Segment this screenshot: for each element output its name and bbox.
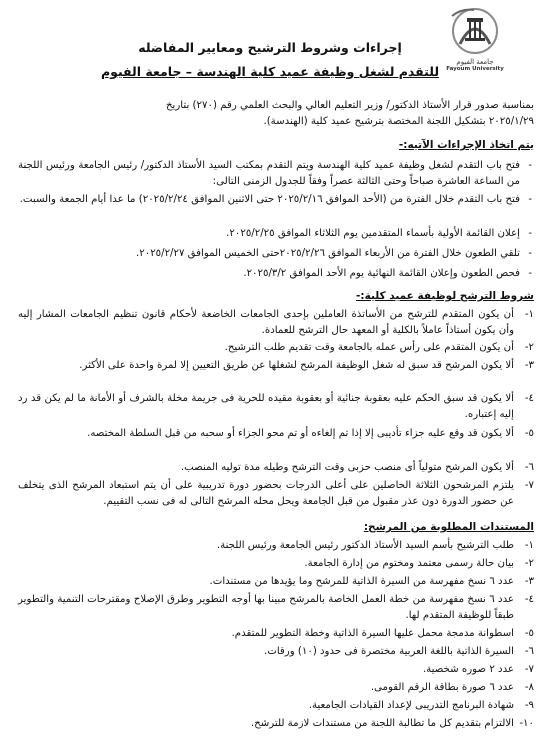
document-text: عدد ٦ نسخ مفهرسة من خطة العمل الخاصة بالمرشح مبينا بها أوجه التطوير وطرق الإصلاح ومقترحات التنمية والتطوير طبقاً للوظيفة المتقدم لها. xyxy=(18,594,515,621)
condition-text: ألا يكون المرشح متولياً أى منصب حزبى وقت الترشح وطيله مدة توليه المنصب. xyxy=(180,462,514,473)
condition-item xyxy=(18,426,534,442)
item-number: ٣- xyxy=(524,576,534,587)
item-number: ٨- xyxy=(524,682,534,693)
procedure-item xyxy=(18,192,534,208)
page-title: إجراءات وشروط الترشيح ومعايير المفاضله xyxy=(138,40,402,55)
procedure-text: فتح باب التقدم لشغل وظيفة عميد كلية الهندسة ويتم التقدم بمكتب السيد الأستاذ الدكتور/ رئيس الجامعة ورئيس اللجنة من الساعة العاشرة صباحاً وحتى الثالثة عصراً وفقاً للجدول الزمنى التالى: xyxy=(18,160,520,187)
document-item xyxy=(18,662,534,678)
condition-item xyxy=(18,307,534,338)
condition-item xyxy=(18,391,534,422)
condition-text: يلتزم المرشحون الثلاثة الحاصلين على أعلى الدرجات بحضور دورة تدريبية على أن يتم استبعاد المرشح الذى يتخلف عن حضور الدورة دون عذر مقبول من قبل الجامعة ويحل محله المرشح التالى له فى نسب التقييم. xyxy=(18,480,514,507)
bullet-marker: - xyxy=(528,268,532,279)
condition-text: ألا يكون قد وقع عليه جزاء تأديبى إلا إذا تم إلغاءه أو تم محو الجزاء أو سحبه من قبل السلطة المختصه. xyxy=(87,428,514,439)
document-item xyxy=(18,716,534,732)
item-number: ٦- xyxy=(524,462,534,473)
procedure-text: إعلان القائمة الأولية بأسماء المتقدمين يوم الثلاثاء الموافق ٢٠٢٥/٢/٢٥. xyxy=(226,228,520,239)
document-text: عدد ٦ صورة بطاقة الرقم القومى. xyxy=(370,682,514,693)
document-item xyxy=(18,626,534,642)
item-number: ٩- xyxy=(524,700,534,711)
item-number: ٥- xyxy=(524,428,534,439)
item-number: ٧- xyxy=(524,664,534,675)
item-number: ٧- xyxy=(524,480,534,491)
conditions-heading: شروط الترشح لوظيفة عميد كلية:- xyxy=(356,290,534,302)
documents-heading: المستندات المطلوبة من المرشح: xyxy=(363,521,534,533)
procedure-text: فتح باب التقدم خلال الفترة من (الأحد الموافق ٢٠٢٥/٢/١٦ حتى الاثنين الموافق ٢٠٢٥/٢/٢٤) ما عدا أيام الجمعة والسبت. xyxy=(19,194,520,205)
item-number: ١- xyxy=(524,309,534,320)
procedure-text: تلقي الطعون خلال الفترة من الأربعاء الموافق ٢٠٢٥/٢/٢٦حتى الخميس الموافق ٢٠٢٥/٢/٢٧. xyxy=(136,248,520,259)
item-number: ٤- xyxy=(524,594,534,605)
document-item xyxy=(18,644,534,660)
document-text: بيان حالة رسمى معتمد ومختوم من إدارة الجامعة. xyxy=(304,558,514,569)
intro-line-2: ٢٠٢٥/١/٢٩ بتشكيل اللجنة المختصة بترشيح عميد كلية (الهندسة). xyxy=(263,116,534,127)
condition-item xyxy=(18,340,534,356)
university-emblem-icon xyxy=(440,4,510,58)
intro-line-1: بمناسبة صدور قرار الأستاذ الدكتور/ وزير التعليم العالي والبحث العلمي رقم (٢٧٠) بتاريخ xyxy=(165,100,534,111)
condition-item xyxy=(18,460,534,476)
document-text: عدد ٢ صوره شخصية. xyxy=(422,664,514,675)
condition-item xyxy=(18,358,534,374)
item-number: ٣- xyxy=(524,360,534,371)
procedure-item xyxy=(18,158,534,189)
procedure-item xyxy=(18,246,534,262)
procedure-text: فحص الطعون وإعلان القائمة النهائية يوم الأحد الموافق ٢٠٢٥/٣/٢. xyxy=(243,268,520,279)
bullet-marker: - xyxy=(528,228,532,239)
university-logo xyxy=(440,4,510,70)
document-item xyxy=(18,698,534,714)
document-item xyxy=(18,680,534,696)
logo-name-ar: جامعة الفيوم xyxy=(456,58,494,66)
item-number: ٢- xyxy=(524,558,534,569)
logo-name-en: Fayoum University xyxy=(446,66,504,72)
item-number: ٥- xyxy=(524,628,534,639)
item-number: ٤- xyxy=(524,393,534,404)
condition-item xyxy=(18,478,534,509)
document-text: السيرة الذاتية باللغة العربية مختصرة فى حدود (١٠) ورقات. xyxy=(264,646,514,657)
page-subtitle: للتقدم لشغل وظيفة عميد كلية الهندسة – جامعة الفيوم xyxy=(100,64,440,79)
bullet-marker: - xyxy=(528,248,532,259)
item-number: ١٠- xyxy=(519,718,534,729)
condition-text: أن يكون المتقدم للترشح من الأساتذة العاملين بإحدى الجامعات الخاضعة لأحكام قانون تنظيم الجامعات المشار إليه وأن يكون أستاذاً عاملاً بالكلية أو المعهد حال الترشح للعمادة. xyxy=(18,309,514,336)
procedure-item xyxy=(18,266,534,282)
item-number: ١- xyxy=(524,540,534,551)
document-text: الالتزام بتقديم كل ما تطالبة اللجنة من مستندات لازمة للترشح. xyxy=(250,718,514,729)
document-text: عدد ٦ نسخ مفهرسة من السيرة الذاتية للمرشح وما يؤيدها من مستندات. xyxy=(209,576,514,587)
bullet-marker: - xyxy=(528,194,532,205)
item-number: ٦- xyxy=(524,646,534,657)
document-item xyxy=(18,592,534,623)
condition-text: ألا يكون قد سبق الحكم عليه بعقوبة جنائية أو بعقوبة مقيده للحرية فى جريمة مخلة بالشرف أو الأمانة ما لم يكن قد رد إليه إعتباره. xyxy=(18,393,514,420)
document-text: شهادة البرنامج التدريبى لإعداد القيادات الجامعية. xyxy=(308,700,514,711)
document-text: طلب الترشيح بأسم السيد الأستاذ الدكتور رئيس الجامعة ورئيس اللجنة. xyxy=(216,540,514,551)
condition-text: أن يكون المتقدم على رأس عمله بالجامعة وقت تقديم طلب الترشيح. xyxy=(224,342,514,353)
procedure-item xyxy=(18,226,534,242)
document-item xyxy=(18,574,534,590)
document-item xyxy=(18,556,534,572)
item-number: ٢- xyxy=(524,342,534,353)
procedures-heading: يتم اتخاذ الإجراءات الآتيه:- xyxy=(398,139,534,151)
condition-text: ألا يكون المرشح قد سبق له شغل الوظيفة المرشح لشغلها عن طريق التعيين إلا لمرة واحدة على الأكثر. xyxy=(79,360,514,371)
document-item xyxy=(18,538,534,554)
bullet-marker: - xyxy=(528,160,532,171)
document-text: اسطوانة مدمجة محمل عليها السيرة الذاتية وخطة التطوير للمتقدم. xyxy=(231,628,514,639)
